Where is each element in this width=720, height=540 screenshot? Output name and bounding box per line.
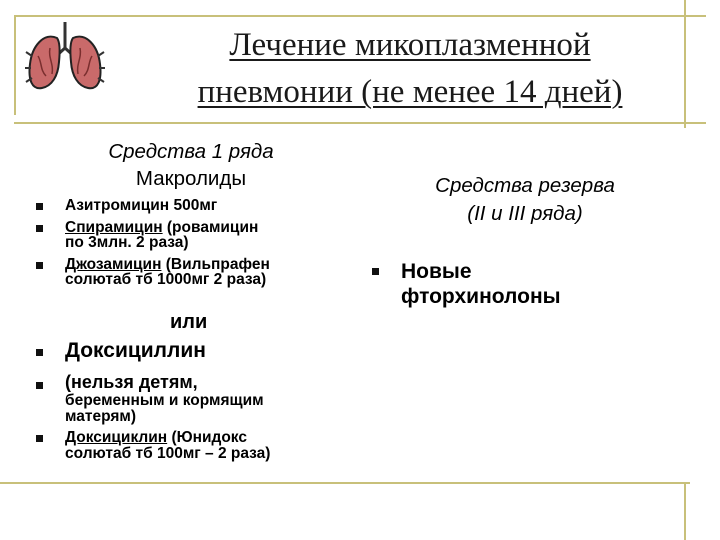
first-line-heading xyxy=(56,138,326,192)
reserve-drugs-heading xyxy=(380,172,670,228)
drug-text-line2: солютаб тб 100мг – 2 раза) xyxy=(65,444,271,462)
list-item xyxy=(36,338,356,363)
list-item xyxy=(36,220,356,251)
list-item xyxy=(36,371,356,424)
drug-note-line3: матерям) xyxy=(65,407,137,425)
drug-text-line2: по 3млн. 2 раза) xyxy=(65,234,189,251)
square-bullet-icon xyxy=(36,382,43,389)
drug-note-line1: (нельзя детям, xyxy=(65,372,198,392)
square-bullet-icon xyxy=(372,268,379,275)
alternative-drug-list xyxy=(36,338,356,461)
reserve-drug-line1: Новые xyxy=(401,260,472,283)
frame-bottom-line xyxy=(0,482,690,484)
drug-text-line2: солютаб тб 1000мг 2 раза) xyxy=(65,271,267,288)
first-line-heading-subtitle: Макролиды xyxy=(135,167,247,190)
reserve-heading-line2: (II и III ряда) xyxy=(467,202,583,225)
square-bullet-icon xyxy=(36,349,43,356)
list-item xyxy=(36,430,356,461)
square-bullet-icon xyxy=(36,225,43,232)
drug-text: Азитромицин 500мг xyxy=(65,197,218,214)
frame-title-underline xyxy=(14,122,706,124)
frame-left-line xyxy=(14,15,16,115)
square-bullet-icon xyxy=(36,435,43,442)
drug-text: (Юнидокс xyxy=(167,429,247,446)
reserve-drug-line2: фторхинолоны xyxy=(401,285,561,308)
frame-top-line xyxy=(14,15,706,17)
page-title xyxy=(120,22,700,116)
drug-text: (Вильпрафен xyxy=(161,255,270,273)
drug-link-josamycin[interactable]: Джозамицин xyxy=(65,255,162,273)
drug-link-spiramycin[interactable]: Спирамицин xyxy=(65,218,163,236)
first-line-heading-title: Средства 1 ряда xyxy=(108,140,274,163)
list-item xyxy=(36,257,356,288)
drug-text: Доксициллин xyxy=(65,339,206,362)
first-line-drug-list xyxy=(36,198,356,288)
list-item xyxy=(36,198,356,214)
drug-link-doxycycline[interactable]: Доксициклин xyxy=(65,429,168,446)
drug-note-line2: беременным и кормящим xyxy=(65,392,264,409)
lungs-icon xyxy=(24,18,106,96)
square-bullet-icon xyxy=(36,262,43,269)
or-separator: или xyxy=(170,311,208,333)
reserve-heading-line1: Средства резерва xyxy=(435,174,615,197)
title-line-2: пневмонии (не менее 14 дней) xyxy=(197,74,623,110)
square-bullet-icon xyxy=(36,203,43,210)
frame-bottom-right-line xyxy=(684,484,686,540)
drug-text: (ровамицин xyxy=(162,218,259,236)
list-item xyxy=(372,259,561,309)
title-line-1: Лечение микоплазменной xyxy=(229,27,591,63)
